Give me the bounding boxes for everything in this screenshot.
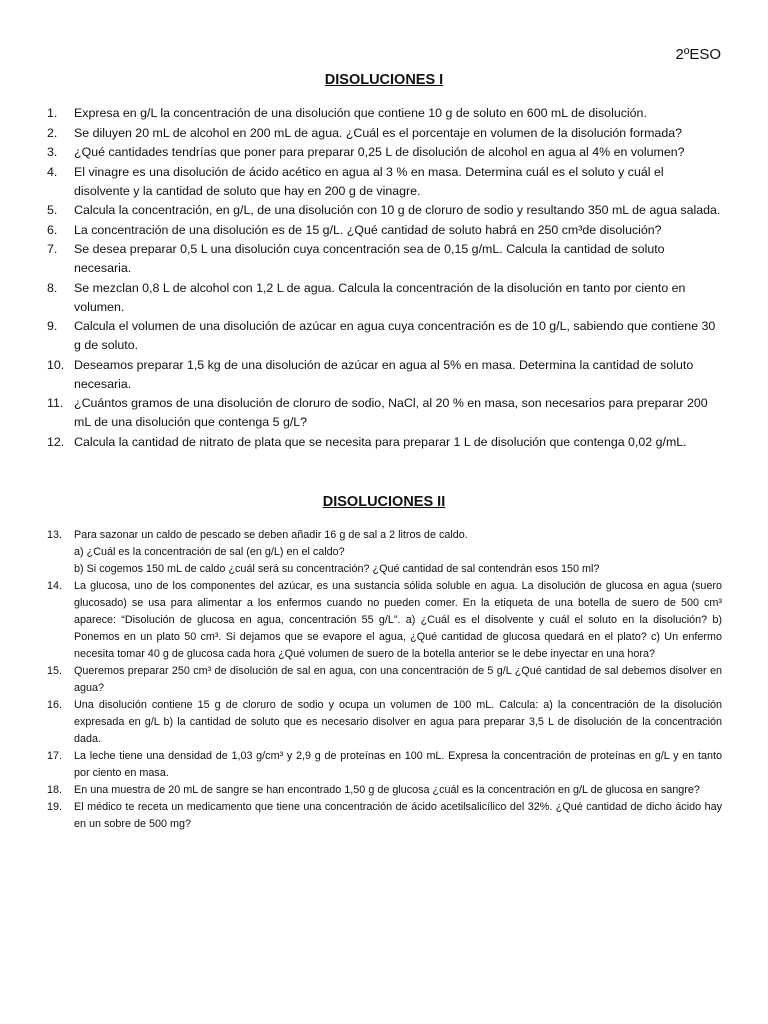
- exercise-number: 14.: [47, 580, 63, 592]
- exercise-text: ¿Qué cantidades tendrías que poner para preparar 0,25 L de disolución de alcohol en agua al 4% en volumen?: [74, 145, 685, 159]
- exercise-item: [0, 394, 768, 432]
- section-title-disoluciones-ii: DISOLUCIONES II: [322, 494, 446, 510]
- exercise-text: Calcula la concentración, en g/L, de una disolución con 10 g de cloruro de sodio y resultando 350 mL de agua salada.: [74, 203, 721, 217]
- exercise-text: En una muestra de 20 mL de sangre se han encontrado 1,50 g de glucosa ¿cuál es la concentración en g/L de glucosa en sangre?: [74, 784, 700, 796]
- exercise-number: 8.: [47, 280, 58, 295]
- exercise-item: [0, 356, 768, 394]
- exercise-item: [0, 527, 768, 578]
- exercise-item: [0, 663, 768, 697]
- exercise-text: Se diluyen 20 mL de alcohol en 200 mL de agua. ¿Cuál es el porcentaje en volumen de la disolución formada?: [74, 125, 682, 140]
- exercise-number: 1.: [47, 106, 58, 120]
- exercise-number: 19.: [47, 801, 63, 813]
- exercise-item: [0, 578, 768, 663]
- exercise-list-section-1: [0, 104, 768, 452]
- exercise-number: 12.: [47, 434, 65, 449]
- exercise-text: La glucosa, uno de los componentes del azúcar, es una sustancia sólida soluble en agua. La disolución de glucosa en agua (suero glucosado) se usa para alimentar a los enfermos cuando no pueden comer. En la etiqueta de una botella de suero de 500 cm³ aparece: “Disolución de glucosa en agua, concentración 55 g/L”. a) ¿Cuál es el disolvente y cuál el soluto en la disolución? b) Ponemos en un plato 50 cm³. Si dejamos que se evapore el agua, ¿Qué cantidad de glucosa quedará en el plato? c) Un enfermo necesita tomar 40 g de glucosa cada hora ¿Qué volumen de suero de la botella anterior se le debe inyectar en una hora?: [74, 580, 722, 660]
- exercise-text: El médico te receta un medicamento que tiene una concentración de ácido acetilsalicílico del 32%. ¿Qué cantidad de dicho ácido hay en un sobre de 500 mg?: [74, 801, 722, 830]
- exercise-number: 4.: [47, 164, 58, 179]
- exercise-number: 18.: [47, 784, 63, 796]
- grade-label: 2ºESO: [675, 46, 721, 63]
- exercise-item: [0, 104, 768, 123]
- exercise-list-section-2: [0, 527, 768, 833]
- exercise-item: [0, 782, 768, 799]
- exercise-number: 6.: [47, 222, 58, 237]
- exercise-item: [0, 221, 768, 240]
- exercise-number: 15.: [47, 665, 63, 677]
- exercise-text: ¿Cuántos gramos de una disolución de cloruro de sodio, NaCl, al 20 % en masa, son necesarios para preparar 200 mL de una disolución que contenga 5 g/L?: [74, 396, 708, 429]
- exercise-item: [0, 748, 768, 782]
- exercise-subquestion-b: b) Si cogemos 150 mL de caldo ¿cuál será su concentración? ¿Qué cantidad de sal contendrán esos 150 ml?: [74, 563, 600, 575]
- exercise-text: Una disolución contiene 15 g de cloruro de sodio y ocupa un volumen de 100 mL. Calcula: a) la concentración de la disolución expresada en g/L b) la cantidad de soluto que es necesario disolver en agua para preparar 3,5 L de disolución de la concentración dada.: [74, 699, 722, 745]
- exercise-number: 17.: [47, 750, 63, 762]
- exercise-text: Se mezclan 0,8 L de alcohol con 1,2 L de agua. Calcula la concentración de la disolución en tanto por ciento en volumen.: [74, 280, 686, 314]
- exercise-number: 13.: [47, 529, 63, 541]
- exercise-item: [0, 279, 768, 317]
- exercise-number: 2.: [47, 125, 58, 140]
- exercise-text: El vinagre es una disolución de ácido acético en agua al 3 % en masa. Determina cuál es el soluto y cuál el disolvente y la cantidad de soluto que hay en 200 g de vinagre.: [74, 164, 664, 198]
- exercise-text: Calcula la cantidad de nitrato de plata que se necesita para preparar 1 L de disolución que contenga 0,02 g/mL.: [74, 434, 687, 449]
- exercise-number: 3.: [47, 145, 58, 159]
- exercise-text: La leche tiene una densidad de 1,03 g/cm³ y 2,9 g de proteínas en 100 mL. Expresa la concentración de proteínas en g/L y en tanto por ciento en masa.: [74, 750, 722, 779]
- exercise-text: La concentración de una disolución es de 15 g/L. ¿Qué cantidad de soluto habrá en 250 cm³de disolución?: [74, 222, 662, 237]
- exercise-item: [0, 317, 768, 355]
- exercise-item: [0, 201, 768, 220]
- exercise-text: Para sazonar un caldo de pescado se deben añadir 16 g de sal a 2 litros de caldo.: [74, 529, 468, 541]
- exercise-number: 5.: [47, 203, 58, 217]
- exercise-item: [0, 163, 768, 201]
- exercise-number: 10.: [47, 357, 65, 372]
- exercise-item: [0, 697, 768, 748]
- exercise-item: [0, 433, 768, 452]
- exercise-text: Deseamos preparar 1,5 kg de una disolución de azúcar en agua al 5% en masa. Determina la cantidad de soluto necesaria.: [74, 357, 694, 391]
- exercise-number: 11.: [47, 396, 64, 410]
- exercise-number: 16.: [47, 699, 63, 711]
- exercise-item: [0, 799, 768, 833]
- exercise-number: 9.: [47, 319, 58, 333]
- exercise-item: [0, 124, 768, 143]
- section-title-disoluciones-i: DISOLUCIONES I: [324, 72, 444, 88]
- exercise-text: Se desea preparar 0,5 L una disolución cuya concentración sea de 0,15 g/mL. Calcula la cantidad de soluto necesaria.: [74, 242, 665, 275]
- exercise-item: [0, 143, 768, 162]
- exercise-number: 7.: [47, 242, 58, 256]
- exercise-item: [0, 240, 768, 278]
- exercise-subquestion-a: a) ¿Cuál es la concentración de sal (en g/L) en el caldo?: [74, 546, 345, 558]
- exercise-text: Calcula el volumen de una disolución de azúcar en agua cuya concentración es de 10 g/L, sabiendo que contiene 30 g de soluto.: [74, 319, 716, 352]
- exercise-text: Expresa en g/L la concentración de una disolución que contiene 10 g de soluto en 600 mL de disolución.: [74, 106, 647, 120]
- exercise-text: Queremos preparar 250 cm³ de disolución de sal en agua, con una concentración de 5 g/L ¿Qué cantidad de sal debemos disolver en agua?: [74, 665, 722, 694]
